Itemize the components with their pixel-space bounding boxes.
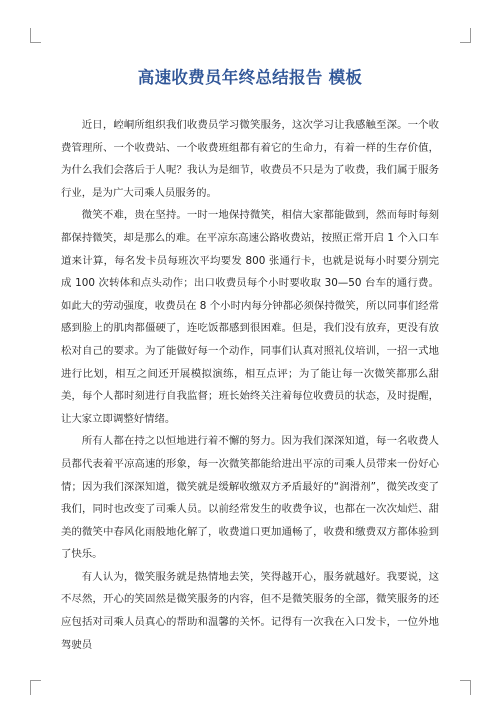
page-corner-mark-top-left (30, 28, 41, 43)
page-corner-mark-bottom-right (460, 680, 471, 695)
body-paragraph-3: 所有人都在持之以恒地进行着不懈的努力。因为我们深深知道，每一名收费人员都代表着平凉高速的形象，每一次微笑都能给进出平凉的司乘人员带来一份好心情；因为我们深深知道，微笑就是缓解收缴双方矛盾最好的“润滑剂”，微笑改变了我们，同时也改变了司乘人员。以前经常发生的收费争议，也都在一次次灿烂、甜美的微笑中春风化雨般地化解了，收费道口更加通畅了，收费和缴费双方都体验到了快乐。 (61, 435, 439, 561)
body-paragraph-2: 微笑不难，贵在坚持。一时一地保持微笑，相信大家都能做到，然而每时每刻都保持微笑，却是那么的难。在平凉东高速公路收费站，按照正常开启 1 个入口车道来计算，每名发卡员每班次平均要发 800 张通行卡，也就是说每小时要分别完成 100 次转体和点头动作；出口收费员每个小时要收取 30—50 台车的通行费。如此大的劳动强度，收费员在 8 个小时内每分钟都必须保持微笑，所以同事们经常感到脸上的肌肉都僵硬了，连吃饭都感到很困难。但是，我们没有放弃，更没有放松对自己的要求。为了能做好每一个动作，同事们认真对照礼仪培训，一招一式地进行比划，相互之间还开展模拟演练，相互点评；为了能让每一次微笑都那么甜美，每个人都时刻进行自我监督；班长始终关注着每位收费员的状态，及时提醒，让大家立即调整好情绪。 (61, 209, 439, 425)
document-title: 高速收费员年终总结报告 模板 (137, 68, 363, 87)
page-corner-mark-top-right (460, 28, 471, 43)
body-paragraph-4: 有人认为，微笑服务就是热情地去笑，笑得越开心，服务就越好。我要说，这不尽然，开心的笑固然是微笑服务的内容，但不是微笑服务的全部，微笑服务的还应包括对司乘人员真心的帮助和温馨的关怀。记得有一次我在入口发卡，一位外地驾驶员 (61, 570, 439, 651)
document-body (61, 114, 439, 656)
page-corner-mark-bottom-left (30, 680, 41, 695)
body-paragraph-1: 近日，崆峒所组织我们收费员学习微笑服务，这次学习让我感触至深。一个收费管理所、一个收费站、一个收费班组都有着它的生命力，有着一样的生存价值，为什么我们会落后于人呢？我认为是细节，收费员不只是为了收费，我们属于服务行业，是为广大司乘人员服务的。 (61, 119, 439, 199)
